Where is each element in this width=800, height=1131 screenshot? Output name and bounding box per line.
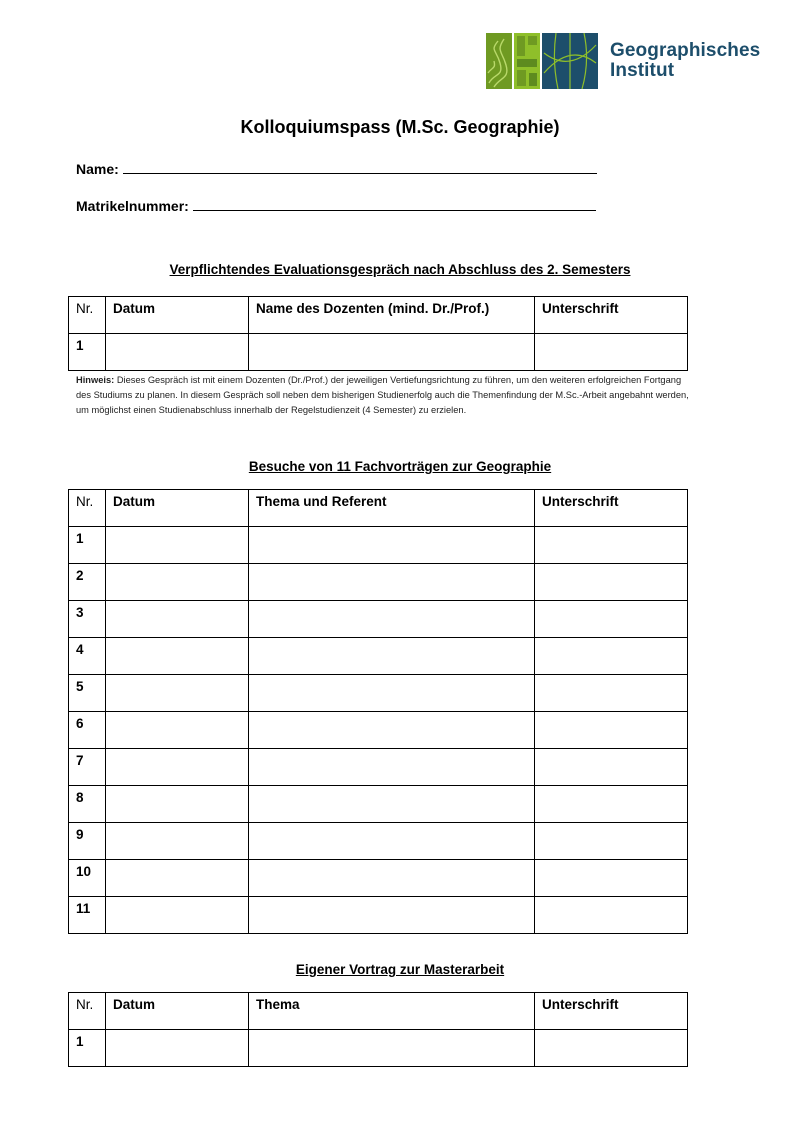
name-field[interactable] bbox=[76, 158, 597, 177]
topic-cell[interactable] bbox=[249, 564, 535, 601]
date-cell[interactable] bbox=[106, 860, 249, 897]
date-cell[interactable] bbox=[106, 712, 249, 749]
table-row bbox=[69, 564, 688, 601]
logo-graphic bbox=[486, 33, 598, 89]
date-cell[interactable] bbox=[106, 638, 249, 675]
signature-cell[interactable] bbox=[535, 749, 688, 786]
dozent-cell[interactable] bbox=[249, 334, 535, 371]
name-underline[interactable] bbox=[123, 158, 597, 174]
header-thema-referent: Thema und Referent bbox=[249, 490, 535, 527]
table-row bbox=[69, 675, 688, 712]
signature-cell[interactable] bbox=[535, 334, 688, 371]
header-nr: Nr. bbox=[69, 993, 106, 1030]
matrikel-underline[interactable] bbox=[193, 195, 596, 211]
signature-cell[interactable] bbox=[535, 601, 688, 638]
date-cell[interactable] bbox=[106, 823, 249, 860]
masterarbeit-table bbox=[68, 992, 688, 1067]
date-cell[interactable] bbox=[106, 527, 249, 564]
hint-label: Hinweis: bbox=[76, 375, 115, 385]
signature-cell[interactable] bbox=[535, 1030, 688, 1067]
table-row bbox=[69, 334, 688, 371]
header-unterschrift: Unterschrift bbox=[535, 490, 688, 527]
matrikel-label: Matrikelnummer: bbox=[76, 198, 189, 214]
hint-note bbox=[76, 373, 696, 418]
table-row bbox=[69, 1030, 688, 1067]
table-row bbox=[69, 897, 688, 934]
section-heading-fachvortraege: Besuche von 11 Fachvorträgen zur Geographie bbox=[248, 459, 552, 474]
header-nr: Nr. bbox=[69, 297, 106, 334]
topic-cell[interactable] bbox=[249, 601, 535, 638]
header-unterschrift: Unterschrift bbox=[535, 297, 688, 334]
signature-cell[interactable] bbox=[535, 638, 688, 675]
row-number: 10 bbox=[69, 860, 106, 897]
topic-cell[interactable] bbox=[249, 1030, 535, 1067]
date-cell[interactable] bbox=[106, 749, 249, 786]
matrikel-field[interactable] bbox=[76, 195, 596, 214]
signature-cell[interactable] bbox=[535, 823, 688, 860]
table-row bbox=[69, 749, 688, 786]
topic-cell[interactable] bbox=[249, 786, 535, 823]
logo-line-1: Geographisches bbox=[610, 40, 761, 61]
topic-cell[interactable] bbox=[249, 527, 535, 564]
header-nr: Nr. bbox=[69, 490, 106, 527]
table-header-row bbox=[69, 993, 688, 1030]
table-header-row bbox=[69, 297, 688, 334]
signature-cell[interactable] bbox=[535, 897, 688, 934]
table-row bbox=[69, 786, 688, 823]
signature-cell[interactable] bbox=[535, 675, 688, 712]
topic-cell[interactable] bbox=[249, 823, 535, 860]
table-row bbox=[69, 860, 688, 897]
name-label: Name: bbox=[76, 161, 119, 177]
topic-cell[interactable] bbox=[249, 712, 535, 749]
header-datum: Datum bbox=[106, 297, 249, 334]
signature-cell[interactable] bbox=[535, 564, 688, 601]
header-unterschrift: Unterschrift bbox=[535, 993, 688, 1030]
signature-cell[interactable] bbox=[535, 712, 688, 749]
row-number: 2 bbox=[69, 564, 106, 601]
date-cell[interactable] bbox=[106, 786, 249, 823]
topic-cell[interactable] bbox=[249, 860, 535, 897]
row-number: 1 bbox=[69, 527, 106, 564]
header-dozent: Name des Dozenten (mind. Dr./Prof.) bbox=[249, 297, 535, 334]
topic-cell[interactable] bbox=[249, 897, 535, 934]
date-cell[interactable] bbox=[106, 1030, 249, 1067]
section-heading-masterarbeit: Eigener Vortrag zur Masterarbeit bbox=[295, 962, 505, 977]
table-row bbox=[69, 527, 688, 564]
signature-cell[interactable] bbox=[535, 527, 688, 564]
table-row bbox=[69, 601, 688, 638]
logo-wordmark bbox=[610, 41, 760, 81]
page-title: Kolloquiumspass (M.Sc. Geographie) bbox=[240, 117, 560, 137]
date-cell[interactable] bbox=[106, 564, 249, 601]
evaluation-table bbox=[68, 296, 688, 371]
fachvortraege-table bbox=[68, 489, 688, 934]
header-datum: Datum bbox=[106, 993, 249, 1030]
hint-text: Dieses Gespräch ist mit einem Dozenten (Dr./Prof.) der jeweiligen Vertiefungsrichtung zu führen, um den weiteren erfolgreichen Fortgang des Studiums zu planen. In diesem Gespräch soll neben dem bisherigen Studienerfolg auch die Themenfindung der M.Sc.-Arbeit angebahnt werden, um möglichst einen Studienabschluss innerhalb der Regelstudienzeit (4 Semester) zu erzielen. bbox=[76, 375, 689, 415]
table-row bbox=[69, 823, 688, 860]
header-datum: Datum bbox=[106, 490, 249, 527]
header-thema: Thema bbox=[249, 993, 535, 1030]
table-header-row bbox=[69, 490, 688, 527]
row-number: 11 bbox=[69, 897, 106, 934]
row-number: 1 bbox=[69, 334, 106, 371]
table-row bbox=[69, 638, 688, 675]
row-number: 5 bbox=[69, 675, 106, 712]
date-cell[interactable] bbox=[106, 601, 249, 638]
row-number: 9 bbox=[69, 823, 106, 860]
row-number: 6 bbox=[69, 712, 106, 749]
section-heading-evaluation: Verpflichtendes Evaluationsgespräch nach Abschluss des 2. Semesters bbox=[169, 262, 631, 277]
row-number: 3 bbox=[69, 601, 106, 638]
signature-cell[interactable] bbox=[535, 860, 688, 897]
topic-cell[interactable] bbox=[249, 749, 535, 786]
row-number: 7 bbox=[69, 749, 106, 786]
signature-cell[interactable] bbox=[535, 786, 688, 823]
row-number: 4 bbox=[69, 638, 106, 675]
logo-line-2: Institut bbox=[610, 60, 675, 81]
date-cell[interactable] bbox=[106, 334, 249, 371]
date-cell[interactable] bbox=[106, 897, 249, 934]
date-cell[interactable] bbox=[106, 675, 249, 712]
institute-logo bbox=[486, 33, 761, 89]
topic-cell[interactable] bbox=[249, 638, 535, 675]
table-row bbox=[69, 712, 688, 749]
topic-cell[interactable] bbox=[249, 675, 535, 712]
row-number: 8 bbox=[69, 786, 106, 823]
row-number: 1 bbox=[69, 1030, 106, 1067]
